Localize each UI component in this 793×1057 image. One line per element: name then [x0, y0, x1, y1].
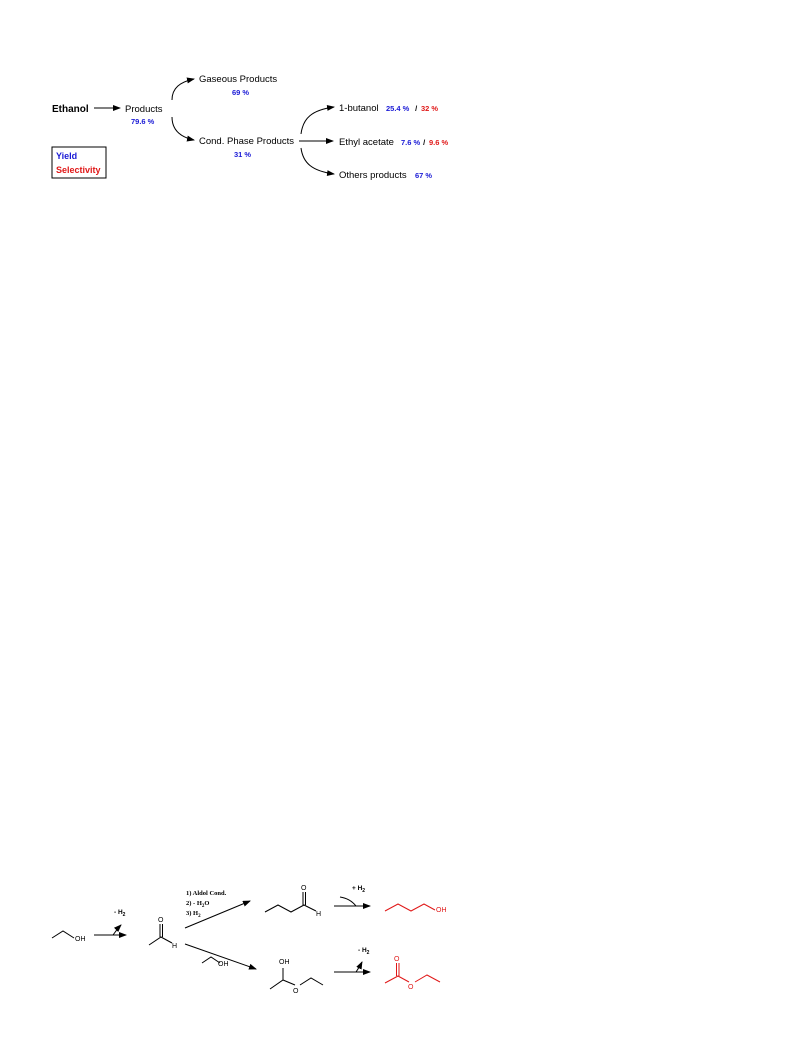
- legend-yield: Yield: [56, 151, 78, 161]
- hemiacetal-oh-label: OH: [279, 959, 290, 966]
- butanol-oh-label: OH: [436, 907, 447, 914]
- butanal-o-label: O: [301, 885, 307, 892]
- gaseous-yield: 69 %: [232, 88, 250, 97]
- minus-h2-label-2: - $H_2$: [358, 947, 370, 956]
- reaction-flow-diagram: [0, 0, 793, 200]
- ethyl-acetate-yield: 7.6 %: [401, 138, 421, 147]
- ethanol-label: Ethanol: [52, 104, 89, 115]
- butanal-structure: [265, 885, 321, 918]
- cond-phase-yield: 31 %: [234, 150, 252, 159]
- gaseous-products-label: Gaseous Products: [199, 74, 278, 85]
- butanol-separator: /: [413, 104, 420, 113]
- h2-release-arrow-2: [356, 962, 362, 972]
- cond-phase-label: Cond. Phase Products: [199, 136, 295, 147]
- step-2-label: $2) - H_2O$: [186, 900, 210, 909]
- acetaldehyde-h-label: H: [172, 943, 178, 950]
- products-label: Products: [125, 104, 163, 115]
- ethyl-acetate-ester-o: O: [408, 984, 414, 991]
- h2-release-arrow: [113, 925, 121, 935]
- ethyl-acetate-separator: /: [421, 138, 428, 147]
- butanol-yield: 25.4 %: [386, 104, 410, 113]
- butanol-selectivity: 32 %: [421, 104, 439, 113]
- legend-box: [52, 147, 106, 178]
- reaction-scheme: [0, 840, 793, 1000]
- acetaldehyde-structure: [149, 917, 177, 950]
- legend-selectivity: Selectivity: [56, 165, 101, 175]
- hemiacetal-structure: [270, 959, 323, 995]
- butanol-label: 1-butanol: [339, 103, 379, 114]
- plus-h2-label: + $H_2$: [352, 885, 366, 894]
- step-3-label: 3) $H_2$: [186, 910, 201, 919]
- ethanol-reagent-oh-label: OH: [218, 961, 229, 968]
- h2-uptake-arrow: [340, 897, 356, 906]
- ethanol-oh-label: OH: [75, 936, 86, 943]
- acetaldehyde-o-label: O: [158, 917, 164, 924]
- ethanol-structure: [52, 931, 86, 943]
- to-butanol-arrow: [301, 107, 334, 134]
- butanol-structure: [385, 904, 447, 914]
- ethyl-acetate-selectivity: 9.6 %: [429, 138, 449, 147]
- hemiacetal-o-label: O: [293, 988, 299, 995]
- ethanol-reagent-structure: [202, 957, 229, 968]
- ethyl-acetate-label: Ethyl acetate: [339, 137, 394, 148]
- to-others-arrow: [301, 148, 334, 174]
- to-cond-phase-arrow: [172, 117, 194, 140]
- others-yield: 67 %: [415, 171, 433, 180]
- to-gaseous-arrow: [172, 79, 194, 100]
- products-yield: 79.6 %: [131, 117, 155, 126]
- minus-h2-label-1: - $H_2$: [114, 909, 126, 918]
- ethyl-acetate-structure: [385, 956, 440, 991]
- others-products-label: Others products: [339, 170, 407, 181]
- step-1-label: 1) Aldol Cond.: [186, 890, 227, 897]
- butanal-h-label: H: [316, 911, 322, 918]
- ethyl-acetate-carbonyl-o: O: [394, 956, 400, 963]
